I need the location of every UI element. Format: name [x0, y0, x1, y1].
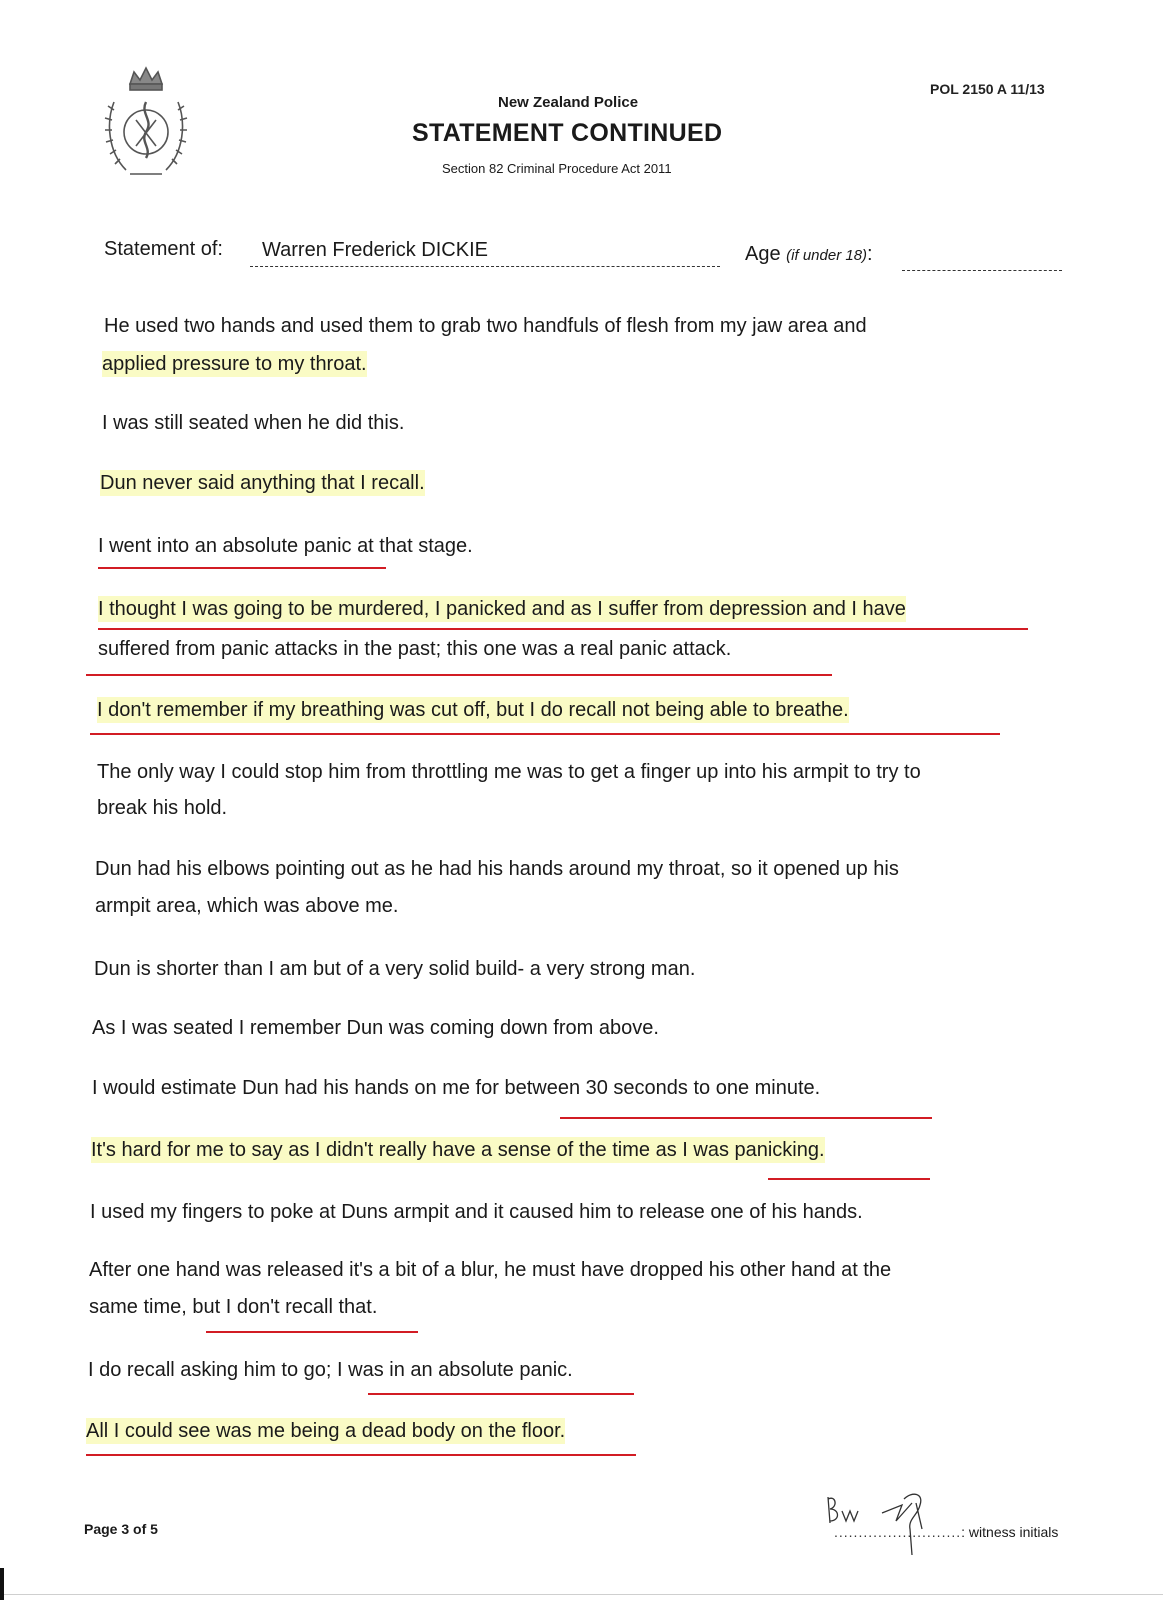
- pen-underline: [90, 733, 1000, 735]
- statement-line: Dun never said anything that I recall.: [100, 472, 425, 494]
- statement-line: break his hold.: [97, 797, 228, 819]
- pen-underline: [560, 1117, 932, 1119]
- form-code: POL 2150 A 11/13: [930, 81, 1045, 97]
- statement-line: I would estimate Dun had his hands on me for between 30 seconds to one minute.: [92, 1077, 821, 1099]
- statement-line: I went into an absolute panic at that stage.: [98, 535, 473, 557]
- pen-underline: [98, 628, 1028, 630]
- scan-corner: [0, 1568, 4, 1600]
- pen-underline: [86, 674, 832, 676]
- statement-line: After one hand was released it's a bit of a blur, he must have dropped his other hand at the: [89, 1259, 892, 1281]
- pen-underline: [768, 1178, 930, 1180]
- statement-line: As I was seated I remember Dun was coming down from above.: [92, 1017, 659, 1039]
- statement-line: I was still seated when he did this.: [102, 412, 405, 434]
- pen-underline: [98, 567, 386, 569]
- statement-line: I thought I was going to be murdered, I panicked and as I suffer from depression and I have: [98, 598, 906, 620]
- page-number: Page 3 of 5: [84, 1521, 158, 1537]
- page-title: STATEMENT CONTINUED: [412, 119, 723, 147]
- statement-line: suffered from panic attacks in the past; this one was a real panic attack.: [98, 638, 732, 660]
- statement-line: I don't remember if my breathing was cut off, but I do recall not being able to breathe.: [97, 699, 849, 721]
- statement-line: It's hard for me to say as I didn't really have a sense of the time as I was panicking.: [91, 1139, 825, 1161]
- statement-line: Dun is shorter than I am but of a very solid build- a very strong man.: [94, 958, 696, 980]
- police-crest-logo: [100, 62, 192, 188]
- statement-of-label: Statement of:: [104, 238, 223, 260]
- pen-underline: [368, 1393, 634, 1395]
- name-field-line: [250, 266, 720, 267]
- statement-line: All I could see was me being a dead body on the floor.: [86, 1420, 566, 1442]
- statement-line: I used my fingers to poke at Duns armpit and it caused him to release one of his hands.: [90, 1201, 863, 1223]
- statement-line: I do recall asking him to go; I was in an absolute panic.: [88, 1359, 573, 1381]
- pen-underline: [206, 1331, 418, 1333]
- statement-line: armpit area, which was above me.: [95, 895, 399, 917]
- age-label: Age (if under 18):: [745, 243, 873, 265]
- legal-section: Section 82 Criminal Procedure Act 2011: [442, 161, 672, 176]
- statement-name: Warren Frederick DICKIE: [262, 239, 488, 261]
- age-field-line: [902, 270, 1062, 271]
- statement-line: The only way I could stop him from throttling me was to get a finger up into his armpit to try to: [97, 761, 921, 783]
- scan-edge: [0, 1594, 1163, 1595]
- statement-line: applied pressure to my throat.: [102, 353, 367, 375]
- pen-underline: [86, 1454, 636, 1456]
- statement-line: same time, but I don't recall that.: [89, 1296, 378, 1318]
- organisation-name: New Zealand Police: [498, 94, 639, 111]
- statement-line: He used two hands and used them to grab two handfuls of flesh from my jaw area and: [104, 315, 867, 337]
- witness-initials: ..........................: witness initials: [834, 1524, 1059, 1540]
- statement-line: Dun had his elbows pointing out as he had his hands around my throat, so it opened up his: [95, 858, 899, 880]
